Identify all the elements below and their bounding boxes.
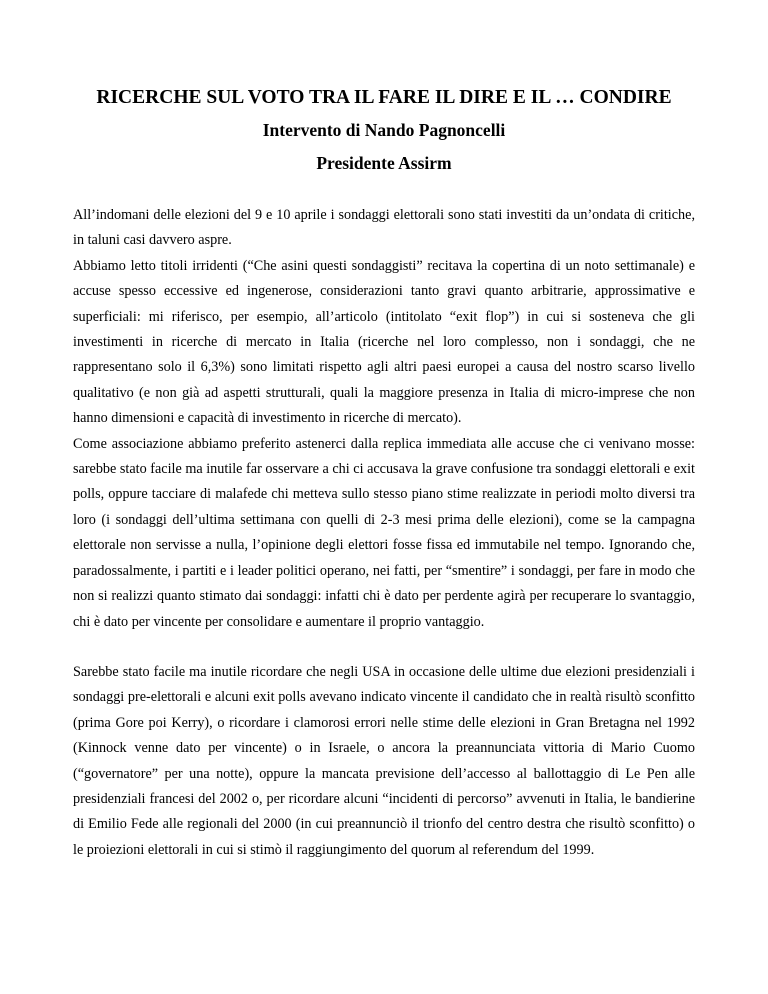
document-body bbox=[73, 203, 695, 863]
document-subtitle: Intervento di Nando Pagnoncelli bbox=[262, 120, 506, 140]
paragraph-spacer bbox=[73, 635, 695, 660]
document-title: RICERCHE SUL VOTO TRA IL FARE IL DIRE E IL … CONDIRE bbox=[96, 87, 672, 108]
paragraph: Sarebbe stato facile ma inutile ricordare che negli USA in occasione delle ultime due elezioni presidenziali i sondaggi pre-elettorali e alcuni exit polls avevano indicato vincente il candidato che in realtà risultò sconfitto (prima Gore poi Kerry), o ricordare i clamorosi errori nelle stime delle elezioni in Gran Bretagna nel 1992 (Kinnock venne dato per vincente) o in Israele, o ancora la preannunciata vittoria di Mario Cuomo (“governatore” per una notte), oppure la mancata previsione dell’accesso al ballottaggio di Le Pen alle presidenziali francesi del 2002 o, per ricordare alcuni “incidenti di percorso” avvenuti in Italia, le bandierine di Emilio Fede alle regionali del 2000 (in cui preannunciò il trionfo del centro destra che risultò sconfitto) o le proiezioni elettorali in cui si stimò il raggiungimento del quorum al referendum del 1999. bbox=[73, 663, 695, 858]
author-role: Presidente Assirm bbox=[316, 153, 452, 173]
paragraph: Abbiamo letto titoli irridenti (“Che asini questi sondaggisti” recitava la copertina di un noto settimanale) e accuse spesso eccessive ed ingenerose, considerazioni tanto gravi quanto arbitrarie, approssimative e superficiali: mi riferisco, per esempio, all’articolo (intitolato “exit flop”) in cui si sosteneva che gli investimenti in ricerche di mercato in Italia (ricerche nel loro complesso, non i sondaggi, che ne rappresentano solo il 6,3%) sono limitati rispetto agli altri paesi europei a causa del nostro scarso livello qualitativo (e non già ad aspetti strutturali, quali la maggiore presenza in Italia di micro-imprese che non hanno dimensioni e capacità di investimento in ricerche di mercato). bbox=[73, 257, 695, 427]
paragraph: All’indomani delle elezioni del 9 e 10 aprile i sondaggi elettorali sono stati investiti da un’ondata di critiche, in taluni casi davvero aspre. bbox=[73, 207, 695, 249]
paragraph: Come associazione abbiamo preferito astenerci dalla replica immediata alle accuse che ci venivano mosse: sarebbe stato facile ma inutile far osservare a chi ci accusava la grave confusione tra sondaggi elettorali e exit polls, oppure tacciare di malafede chi metteva sullo stesso piano stime realizzate in periodi molto diversi tra loro (i sondaggi dell’ultima settimana con quelli di 2-3 mesi prima delle elezioni), come se la campagna elettorale non servisse a nulla, l’opinione degli elettori fosse fissa ed immutabile nel tempo. Ignorando che, paradossalmente, i partiti e i leader politici operano, nei fatti, per “smentire” i sondaggi, per fare in modo che non si realizzi quanto stimato dai sondaggi: infatti chi è dato per perdente agirà per recuperare lo svantaggio, chi è dato per vincente per consolidare e aumentare il proprio vantaggio. bbox=[73, 435, 695, 630]
